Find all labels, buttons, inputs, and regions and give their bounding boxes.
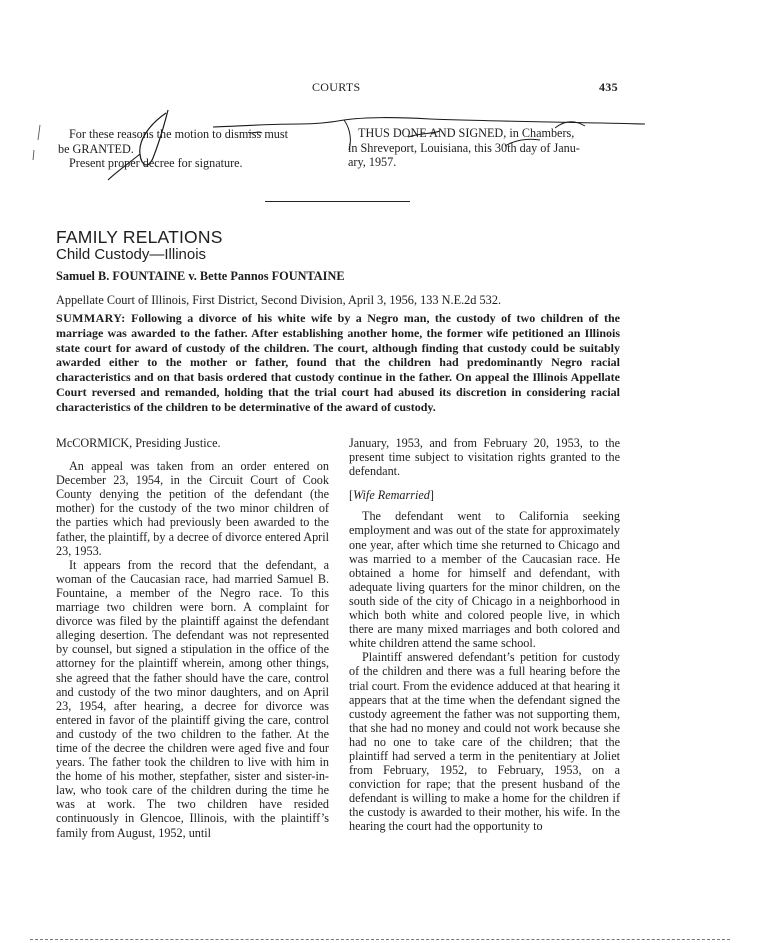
case-summary — [56, 311, 620, 415]
paragraph-continuation: January, 1953, and from February 20, 1953, to the present time subject to visitation rights granted to the defendant. — [349, 436, 620, 479]
section-title: FAMILY RELATIONS — [56, 227, 223, 247]
page-number: 435 — [599, 80, 618, 94]
paragraph: Plaintiff answered defendant’s petition for custody of the children and there was a full hearing before the trial court. From the evidence adduced at that hearing it appears that at the time when the defendant signed the custody agreement the father was not supporting them, that she had no money and could not work because she had no one to take care of the children; that the plaintiff had served a term in the penitentiary at Joliet from February, 1952, to February, 1953, on a conviction for rape; that the present husband of the defendant is willing to make a home for the children if the custody is awarded to their mother, his wife. In the hearing the court had the opportunity to — [349, 650, 620, 834]
previous-case-closing-left — [58, 127, 340, 171]
opinion-column-right — [349, 436, 620, 834]
opinion-column-left — [56, 436, 329, 840]
text-line: be GRANTED. — [58, 141, 134, 156]
section-divider-rule — [265, 201, 410, 202]
subheading-text: [Wife Remarried] — [349, 488, 434, 503]
summary-text: Following a divorce of his white wife by a Negro man, the custody of two children of the marriage was awarded to the father. After establishing another home, the former wife petitioned an Illinois state court for award of custody of the children. The court, although finding that custody could be suitably awarded either to the mother or father, found that the children had predominantly Negro racial characteristics and on that basis ordered that custody continue in the father. On appeal the Illinois Appellate Court reversed and remanded, holding that the trial court had abused its discretion in considering racial characteristics of the children to be determinative of the award of custody. — [56, 311, 620, 414]
court-citation: Appellate Court of Illinois, First District, Second Division, April 3, 1956, 133 N.E.2d 532. — [56, 293, 502, 307]
running-head-title: COURTS — [312, 80, 361, 94]
text-line: THUS DONE AND SIGNED, in Chambers, — [358, 126, 575, 140]
previous-case-closing-right — [348, 126, 620, 170]
text-line: For these reasons the motion to dismiss must — [69, 127, 289, 141]
page-bottom-edge — [30, 939, 730, 940]
case-title: Samuel B. FOUNTAINE v. Bette Pannos FOUNTAINE — [56, 269, 345, 283]
paragraph: It appears from the record that the defendant, a woman of the Caucasian race, had married Samuel B. Fountaine, a member of the Negro race. To this marriage two children were born. A complaint for divorce was filed by the plaintiff against the defendant alleging desertion. The defendant was not represented by counsel, but signed a stipulation in the office of the attorney for the plaintiff wherein, among other things, she agreed that the father should have the care, control and custody of the two minor daughters, and on April 23, 1954, after hearing, a decree for divorce was entered in favor of the plaintiff giving the care, control and custody of the two children to the father. At the time of the decree the children were aged five and four years. The father took the children to live with him in the home of his mother, stepfather, sister and sister-in-law, who took care of the children during the time he was at work. The two children have resided continuously in Glencoe, Illinois, with the plaintiff’s family from August, 1952, until — [56, 557, 329, 840]
paragraph: The defendant went to California seeking employment and was out of the state for approximately one year, after which time she returned to Chicago and was married to a member of the Caucasian race. He obtained a home for himself and defendant, with adequate living quarters for the minor children, on the south side of the city of Chicago in a neighborhood in which both white and colored people live, in which there are many mixed marriages and both colored and white children attend the same school. — [349, 509, 620, 651]
text-line: Present proper decree for signature. — [69, 156, 243, 170]
summary-label: SUMMARY: — [56, 311, 126, 325]
text-line: in Shreveport, Louisiana, this 30th day of Janu- — [348, 140, 580, 155]
paragraph: An appeal was taken from an order entered on December 23, 1954, in the Circuit Court of Cook County denying the petition of the defendant (the mother) for the custody of the two minor children of the parties which had previously been awarded to the father, the plaintiff, by a decree of divorce entered April 23, 1953. — [56, 459, 329, 558]
text-line: ary, 1957. — [348, 155, 397, 169]
section-subtitle: Child Custody—Illinois — [56, 246, 207, 263]
subheading — [349, 488, 620, 502]
judge-line: McCORMICK, Presiding Justice. — [56, 436, 221, 450]
